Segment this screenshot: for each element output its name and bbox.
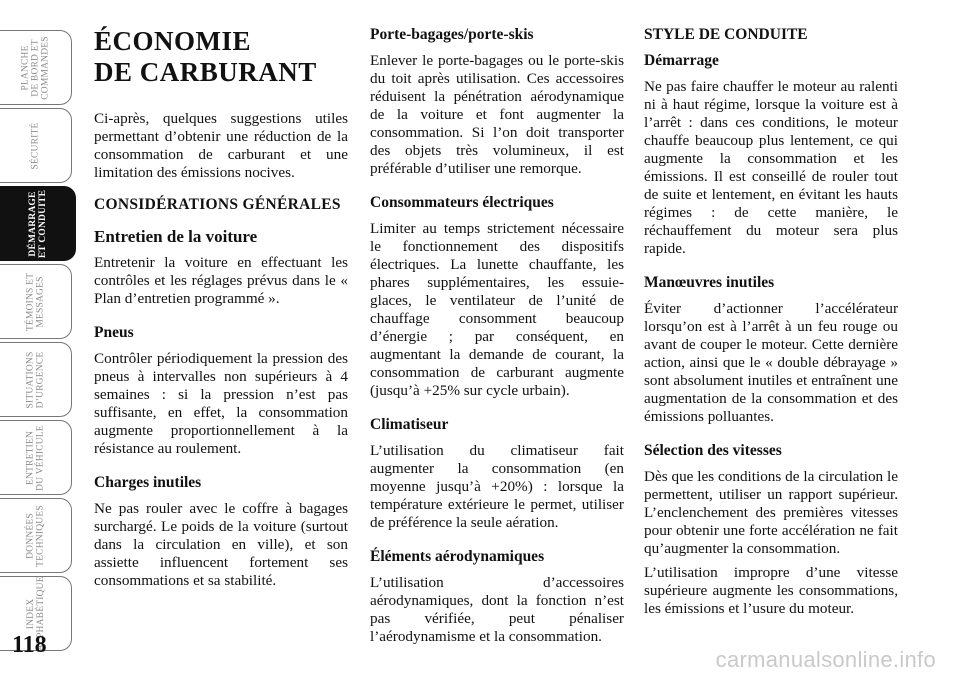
tab-label: ENTRETIEN DU VÉHICULE: [25, 424, 46, 491]
column-2: [370, 26, 624, 652]
tab-donnees-techniques[interactable]: [0, 498, 72, 573]
tab-label: TÉMOINS ET MESSAGES: [25, 272, 46, 331]
column-3: [644, 26, 898, 624]
tab-label: SITUATIONS D’URGENCE: [25, 351, 46, 408]
paragraph-entretien: Entretenir la voiture en effectuant les contrôles et les réglages prévus dans le « Plan d’entretien programmé ».: [94, 254, 348, 307]
paragraph-pneus: Contrôler périodiquement la pression des pneus à intervalles non supérieurs à 4 semaines : si la pression n’est pas suffisante, en effet, la consommation augmente proportionnellement à la résistance au roulement.: [94, 350, 348, 457]
paragraph-aerodynamiques: L’utilisation d’accessoires aérodynamiques, dont la fonction n’est pas vérifiée, peut pénaliser l’aérodynamisme et la consommation.: [370, 574, 624, 645]
watermark: carmanualsonline.info: [715, 647, 936, 672]
paragraph-consommateurs: Limiter au temps strictement nécessaire le fonctionnement des dispositifs électriques. La lunette chauffante, les phares supplémentaires, les essuie-glaces, le ventilateur de l’unité de chauffage consomment beaucoup d’énergie ; par conséquent, en augmentant la demande de courant, la consommation de carburant augmente (jusqu’à +25% sur cycle urbain).: [370, 220, 624, 399]
heading-entretien: Entretien de la voiture: [94, 227, 258, 246]
heading-charges: Charges inutiles: [94, 474, 202, 491]
paragraph-demarrage: Ne pas faire chauffer le moteur au ralenti ni à haut régime, lorsque la voiture est à l’arrêt : dans ces conditions, le moteur chauffe beaucoup plus lentement, ce qui augmente la consommation et les émissions. Il est conseillé de rouler tout de suite et lentement, en évitant les hauts régimes : de cette manière, le réchauffement du moteur sera plus rapide.: [644, 78, 898, 257]
tab-label: DONNÉES TECHNIQUES: [25, 504, 46, 567]
tab-label: SÉCURITÉ: [30, 122, 41, 169]
tab-demarrage-conduite[interactable]: [0, 186, 76, 261]
tab-temoins-messages[interactable]: [0, 264, 72, 339]
paragraph-vitesses-2: L’utilisation impropre d’une vitesse supérieure augmente les consommations, les émissions et l’usure du moteur.: [644, 564, 898, 617]
intro-paragraph: Ci-après, quelques suggestions utiles permettant d’obtenir une réduction de la consommation de carburant et une limitation des émissions nocives.: [94, 110, 348, 181]
page-title-line-2: DE CARBURANT: [94, 57, 317, 87]
heading-pneus: Pneus: [94, 324, 134, 341]
tab-label: INDEX ALPHABÉTIQUE: [25, 575, 46, 651]
tab-label: DÉMARRAGE ET CONDUITE: [27, 189, 48, 258]
paragraph-climatiseur: L’utilisation du climatiseur fait augmenter la consommation (en moyenne jusqu’à +20%) : lorsque la température extérieure le permet, utiliser de préférence la seule aération.: [370, 442, 624, 531]
heading-porte-bagages: Porte-bagages/porte-skis: [370, 26, 534, 43]
section-title-style: STYLE DE CONDUITE: [644, 26, 808, 43]
tab-label: PLANCHE DE BORD ET COMMANDES: [20, 35, 51, 100]
chapter-tabs: [0, 30, 78, 654]
heading-consommateurs: Consommateurs électriques: [370, 194, 554, 211]
paragraph-porte-bagages: Enlever le porte-bagages ou le porte-skis du toit après utilisation. Ces accessoires réduisent la pénétration aérodynamique de la voiture et font augmenter la consommation. Si l’on doit transporter des objets très volumineux, il est préférable d’utiliser une remorque.: [370, 52, 624, 177]
page-title-line-1: ÉCONOMIE: [94, 26, 252, 56]
tab-entretien-vehicule[interactable]: [0, 420, 72, 495]
heading-aerodynamiques: Éléments aérodynamiques: [370, 548, 545, 565]
tab-situations-urgence[interactable]: [0, 342, 72, 417]
section-title-general: CONSIDÉRATIONS GÉNÉRALES: [94, 196, 341, 213]
heading-manoeuvres: Manœuvres inutiles: [644, 274, 775, 291]
heading-demarrage: Démarrage: [644, 52, 719, 69]
heading-climatiseur: Climatiseur: [370, 416, 449, 433]
paragraph-vitesses-1: Dès que les conditions de la circulation le permettent, utiliser un rapport supérieur. L’enclenchement des premières vitesses pour obtenir une forte accélération ne fait qu’augmenter la consommation.: [644, 468, 898, 557]
tab-securite[interactable]: [0, 108, 72, 183]
paragraph-charges: Ne pas rouler avec le coffre à bagages surchargé. Le poids de la voiture (surtout dans la circulation en ville), et son assiette influencent fortement ses consommations et sa stabilité.: [94, 500, 348, 589]
heading-vitesses: Sélection des vitesses: [644, 442, 782, 459]
page-title: [94, 26, 348, 88]
page-number: 118: [12, 632, 47, 658]
tab-planche-de-bord[interactable]: [0, 30, 72, 105]
paragraph-manoeuvres: Éviter d’actionner l’accélérateur lorsqu’on est à l’arrêt à un feu rouge ou avant de couper le moteur. Cette dernière action, ainsi que le « double débrayage » sont absolument inutiles et entraînent une augmentation de la consommation et des émissions polluantes.: [644, 300, 898, 425]
column-1: [94, 26, 348, 596]
